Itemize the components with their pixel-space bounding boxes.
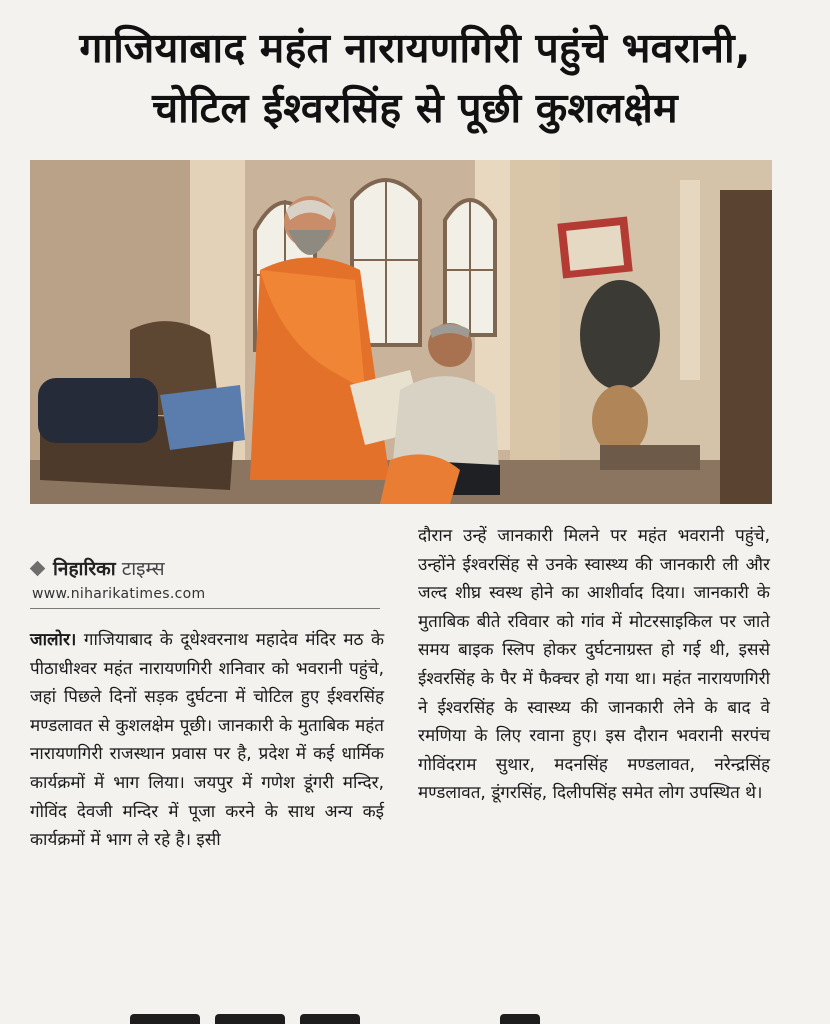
brand-name: निहारिका — [53, 558, 116, 580]
brand-divider — [30, 608, 380, 609]
headline — [0, 18, 830, 138]
publication-brand — [32, 555, 165, 581]
headline-line-2: चोटिल ईश्वरसिंह से पूछी कुशलक्षेम — [152, 84, 678, 132]
news-photo — [30, 160, 772, 504]
next-headline-cutoff — [0, 1008, 830, 1024]
article-column-left — [30, 626, 384, 855]
article-column-right — [418, 522, 770, 808]
article-right-text: दौरान उन्हें जानकारी मिलने पर महंत भवरानी पहुंचे, उन्होंने ईश्वरसिंह से उनके स्वास्थ्य की जानकारी ली और जल्द शीघ्र स्वस्थ होने का आशीर्वाद दिया। जानकारी के मुताबिक बीते रविवार को गांव में मोटरसाइकिल पर जाते समय बाइक स्लिप होकर दुर्घटनाग्रस्त हो गई थी, इससे ईश्वरसिंह के पैर में फैक्चर हो गया था। महंत नारायणगिरी ने ईश्वरसिंह के स्वास्थ्य की जानकारी लेने के बाद वे रमणिया के लिए रवाना हुए। इस दौरान भवरानी सरपंच गोविंदराम सुथार, मदनसिंह मण्डलावत, नरेन्द्रसिंह मण्डलावत, डूंगरसिंह, दिलीपसिंह समेत लोग उपस्थित थे। — [418, 526, 770, 804]
article-left-text: गाजियाबाद के दूधेश्वरनाथ महादेव मंदिर मठ के पीठाधीश्वर महंत नारायणगिरी शनिवार को भवरानी पहुंचे, जहां पिछले दिनों सड़क दुर्घटना में चोटिल हुए ईश्वरसिंह मण्डलावत से कुशलक्षेम पूछी। जानकारी के मुताबिक महंत नारायणगिरी राजस्थान प्रवास पर है, प्रदेश में कई धार्मिक कार्यक्रमों में भाग लिया। जयपुर में गणेश डूंगरी मन्दिर, गोविंद देवजी मन्दिर में पूजा करने के साथ अन्य कई कार्यक्रमों में भाग ले रहे है। इसी — [30, 630, 385, 851]
brand-suffix: टाइम्स — [121, 558, 165, 580]
headline-line-1: गाजियाबाद महंत नारायणगिरी पहुंचे भवरानी, — [79, 24, 751, 72]
article-dateline: जालोर। — [30, 630, 77, 650]
diamond-icon — [30, 560, 46, 576]
news-photo-illustration — [30, 160, 772, 504]
brand-website: www.niharikatimes.com — [32, 586, 206, 602]
